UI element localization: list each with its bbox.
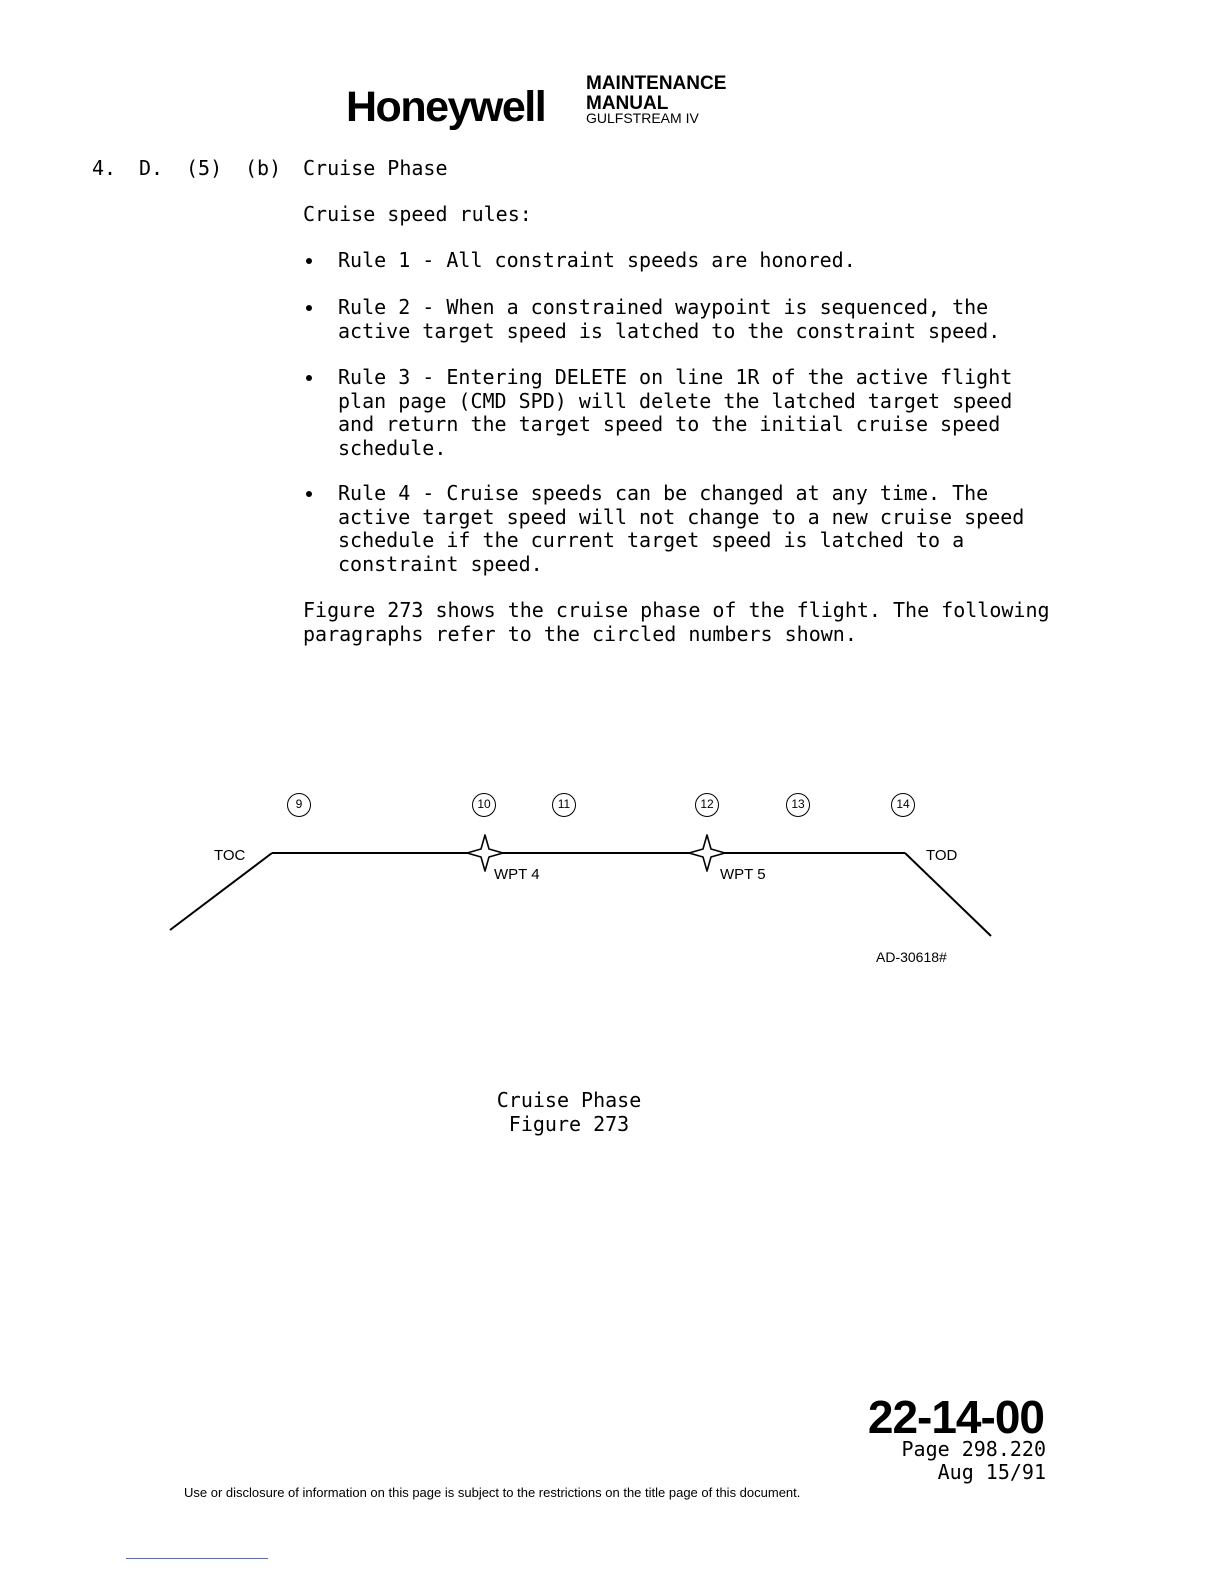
section-number-2: D. xyxy=(139,156,164,180)
wpt4-label: WPT 4 xyxy=(494,866,540,883)
figure-caption-title: Cruise Phase xyxy=(496,1088,642,1112)
section-number-3: (5) xyxy=(186,156,223,180)
drawing-id: AD-30618# xyxy=(876,949,947,965)
wpt5-label: WPT 5 xyxy=(720,866,766,883)
toc-label: TOC xyxy=(214,847,246,864)
circled-number-10: 10 xyxy=(472,793,496,817)
circled-number-11: 11 xyxy=(552,793,576,817)
tod-label: TOD xyxy=(926,847,958,864)
section-number-1: 4. xyxy=(92,156,117,180)
figure-reference-paragraph: Figure 273 shows the cruise phase of the flight. The following paragraphs refer to the circled numbers shown. xyxy=(303,598,1050,646)
section-title: Cruise Phase xyxy=(303,156,448,180)
rules-intro: Cruise speed rules: xyxy=(303,202,532,226)
manual-title-line3: GULFSTREAM IV xyxy=(586,110,699,126)
page-number: Page 298.220 xyxy=(901,1437,1046,1461)
climb-line xyxy=(170,853,272,930)
page-date: Aug 15/91 xyxy=(937,1460,1046,1484)
manual-title-line1: MAINTENANCE xyxy=(586,73,727,94)
rule-4: Rule 4 - Cruise speeds can be changed at any time. The active target speed will not change to a new cruise speed schedule if the current target speed is latched to a constraint speed. xyxy=(338,481,1025,576)
descent-line xyxy=(905,853,991,936)
circled-number-9: 9 xyxy=(287,793,311,817)
section-number-4: (b) xyxy=(245,156,282,180)
figure-caption-number: Figure 273 xyxy=(508,1112,630,1136)
circled-number-14: 14 xyxy=(891,793,915,817)
circled-number-13: 13 xyxy=(786,793,810,817)
manual-title-line2: MANUAL xyxy=(586,93,669,114)
rule-2: Rule 2 - When a constrained waypoint is sequenced, the active target speed is latched to the constraint speed. xyxy=(338,295,1001,343)
chapter-number: 22-14-00 xyxy=(867,1391,1044,1443)
rule-3: Rule 3 - Entering DELETE on line 1R of the active flight plan page (CMD SPD) will delete the latched target speed and return the target speed to the initial cruise speed schedule. xyxy=(338,365,1013,460)
honeywell-logo: Honeywell xyxy=(346,83,546,131)
circled-number-12: 12 xyxy=(695,793,719,817)
disclaimer: Use or disclosure of information on this page is subject to the restrictions on the title page of this document. xyxy=(184,1485,801,1500)
rule-1: Rule 1 - All constraint speeds are honored. xyxy=(338,248,856,272)
divider-line xyxy=(126,1558,268,1559)
